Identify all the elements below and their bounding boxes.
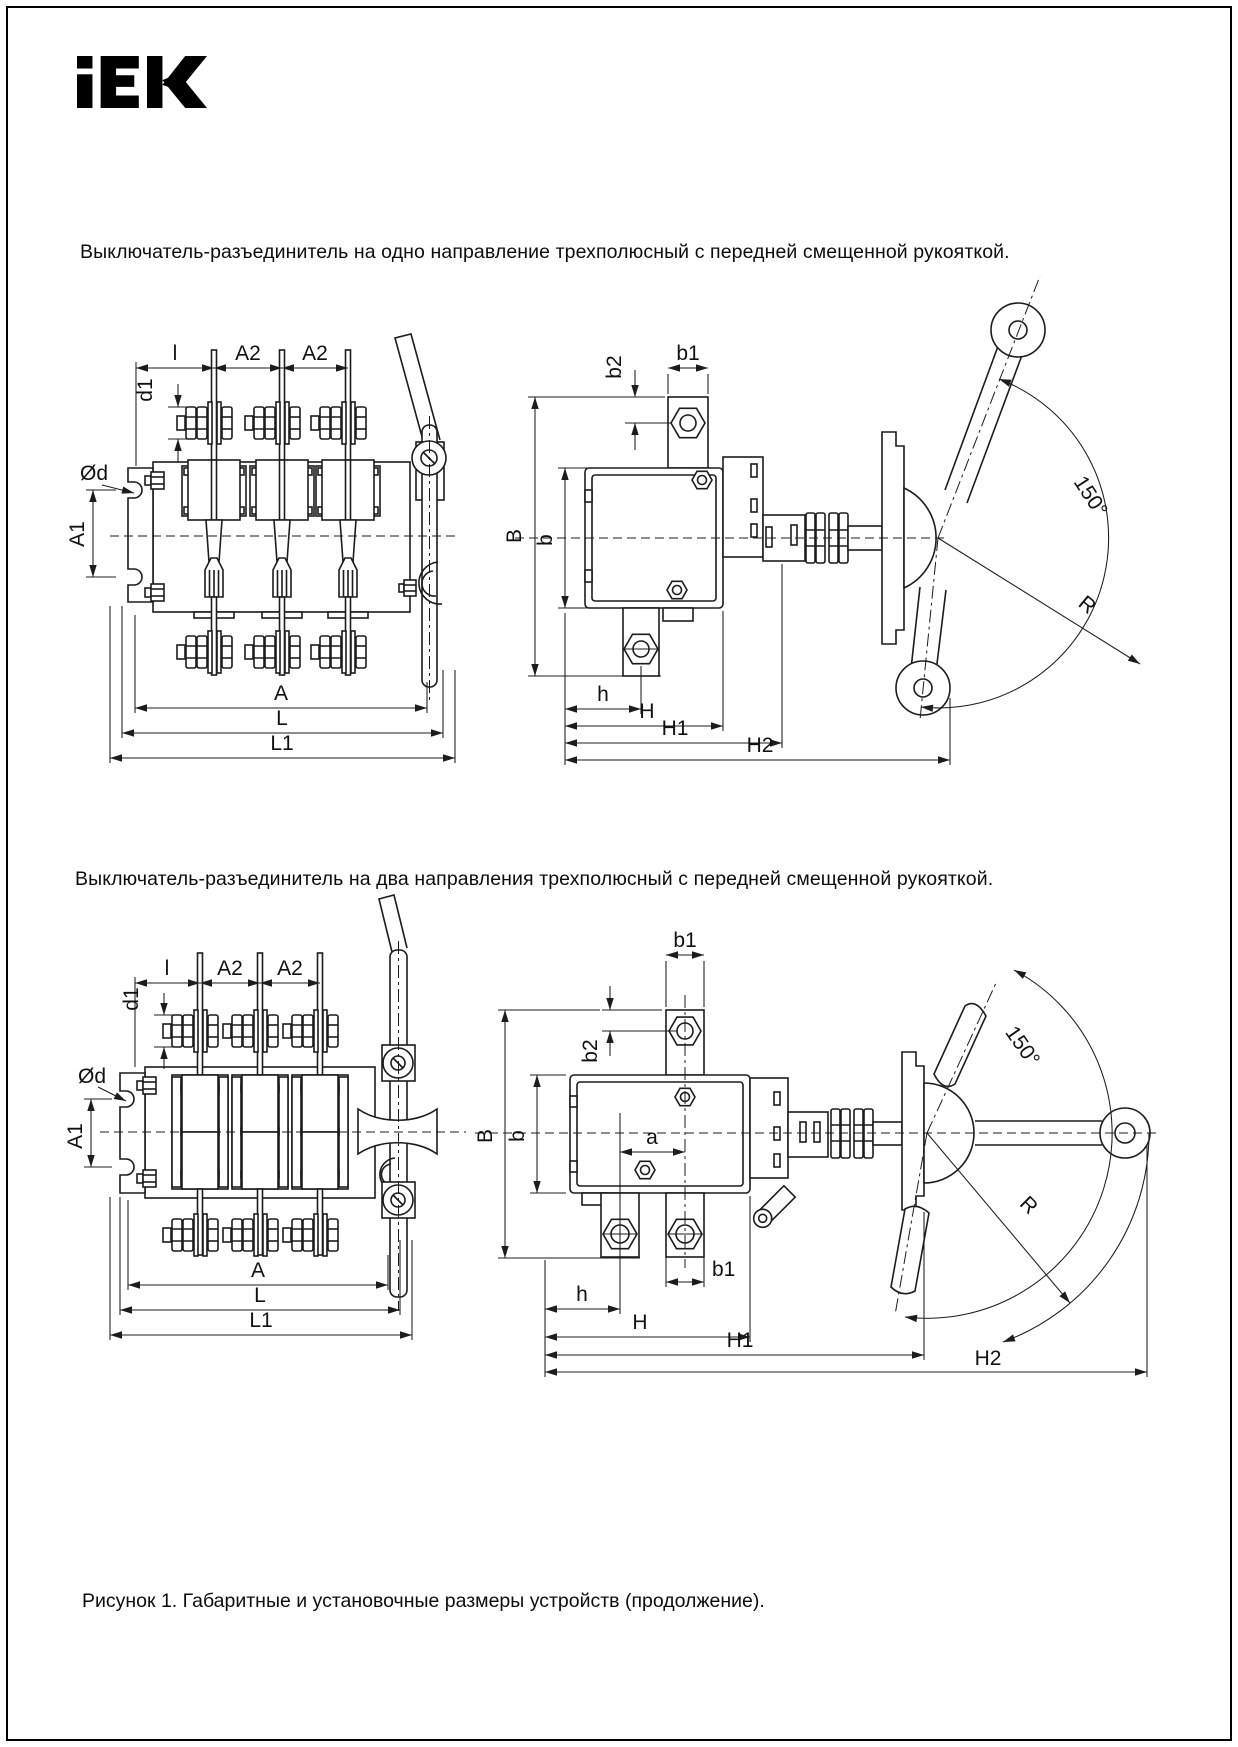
dim-label-A: A <box>273 682 289 705</box>
dim-label-od: Ød <box>78 1065 107 1088</box>
dim-label-r: R <box>1015 1191 1043 1219</box>
logo-glyphs <box>77 56 207 108</box>
dim-label-l: l <box>164 957 170 980</box>
dim-label-L1: L1 <box>249 1309 273 1332</box>
dim-label-a2: A2 <box>235 342 261 365</box>
dim-label-l: l <box>172 342 178 365</box>
dim-label-b1-bottom: b1 <box>712 1258 736 1281</box>
dim-label-h: h <box>576 1283 588 1306</box>
dim-label-a2: A2 <box>302 342 328 365</box>
dim-label-b2: b2 <box>579 1039 602 1063</box>
dim-label-a: a <box>646 1126 658 1149</box>
dim-label-H1: H1 <box>661 717 689 740</box>
figure-caption: Рисунок 1. Габаритные и установочные размеры устройств (продолжение). <box>82 1590 765 1612</box>
dim-label-A: A <box>250 1259 266 1282</box>
dim-label-angle: 150° <box>1000 1021 1045 1071</box>
dim-label-L: L <box>276 707 288 730</box>
dim-label-H: H <box>632 1311 648 1334</box>
corner-clip <box>750 1185 796 1231</box>
dim-label-b1: b1 <box>676 342 700 365</box>
dim-label-L: L <box>254 1284 266 1307</box>
drive-shaft <box>723 457 882 563</box>
dim-label-B: B <box>474 1128 497 1144</box>
dim-label-b: b <box>534 534 557 546</box>
iek-logo <box>77 56 207 108</box>
pole-assembly-3 <box>311 350 380 675</box>
dim-label-b: b <box>506 1130 529 1142</box>
dim-label-angle: 150° <box>1068 471 1112 521</box>
drive-shaft <box>750 1078 902 1178</box>
dim-label-h: h <box>597 683 609 706</box>
dim-label-r: R <box>1073 591 1101 619</box>
dim-label-b2: b2 <box>603 355 626 379</box>
drawing-side-view-one-direction <box>475 268 1185 768</box>
pole-assembly-2 <box>245 350 314 675</box>
pole-assembly-1 <box>177 350 246 675</box>
drawing-front-view-two-directions <box>64 895 470 1355</box>
drawing-side-view-two-directions <box>440 900 1170 1385</box>
figure1-title: Выключатель-разъединитель на одно направление трехполюсный с передней смещенной рукояткой. <box>80 241 1010 263</box>
dim-label-od: Ød <box>80 462 109 485</box>
dim-label-B: B <box>503 528 526 544</box>
dim-label-d1: d1 <box>134 378 157 402</box>
dim-label-a1: A1 <box>64 1123 87 1149</box>
switch-body-side <box>585 397 723 676</box>
drawing-front-view-one-direction <box>66 330 462 780</box>
dim-label-H: H <box>639 700 655 723</box>
handle-knob-upper <box>991 303 1045 357</box>
dim-label-L1: L1 <box>270 732 294 755</box>
handle-mechanism <box>882 276 1045 720</box>
pole-assembly-1 <box>163 953 228 1256</box>
dim-label-H1: H1 <box>726 1329 754 1352</box>
dim-label-a2: A2 <box>277 957 303 980</box>
dim-label-a1: A1 <box>66 521 89 547</box>
dim-label-H2: H2 <box>746 734 774 757</box>
dim-label-b1-top: b1 <box>673 929 697 952</box>
pole-assembly-3 <box>283 953 348 1256</box>
dim-label-H2: H2 <box>974 1347 1002 1370</box>
pole-assembly-2 <box>223 953 288 1256</box>
figure2-title: Выключатель-разъединитель на два направления трехполюсный с передней смещенной рукояткой. <box>75 868 994 890</box>
dim-label-a2: A2 <box>217 957 243 980</box>
dim-label-d1: d1 <box>120 987 143 1011</box>
